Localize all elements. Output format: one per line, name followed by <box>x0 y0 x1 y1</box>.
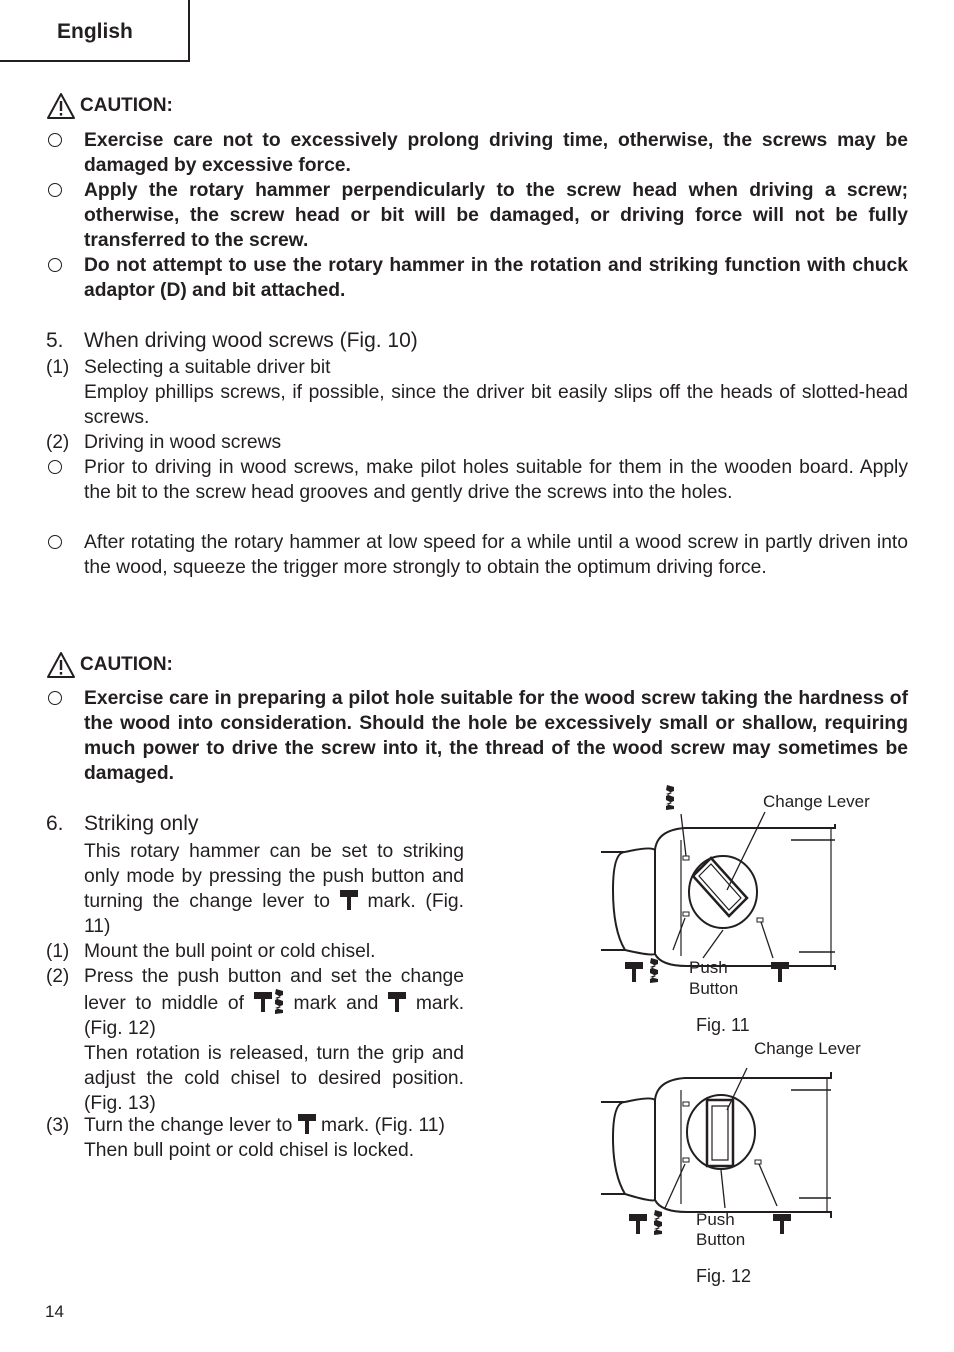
drill-mark-icon <box>272 989 284 1014</box>
caution2-text: Exercise care in preparing a pilot hole suitable for the wood screw taking the hardness of the wood into consideration. Should the hole be excessively small or shallow, requiring much power to drive the screw into it, the thread of the wood screw may sometimes be damaged. <box>84 688 908 784</box>
fig11-push-label-1: Push <box>689 958 728 977</box>
circle-bullet-icon <box>46 178 84 253</box>
step-text: Turn the change lever to mark. (Fig. 11) Then bull point or cold chisel is locked. <box>84 1115 445 1161</box>
drill-mark-icon <box>654 1210 662 1235</box>
hammer-mark-icon <box>298 1114 316 1134</box>
section5-heading <box>46 327 908 355</box>
caution1-text: Do not attempt to use the rotary hammer in the rotation and striking function with chuck adaptor (D) and bit attached. <box>84 255 908 301</box>
section-title: When driving wood screws (Fig. 10) <box>84 329 418 352</box>
section6-heading <box>46 810 464 838</box>
section5-sub1 <box>46 355 908 430</box>
fig12-change-lever-label: Change Lever <box>754 1039 861 1058</box>
hammer-mark-icon <box>625 962 643 982</box>
caution-label: CAUTION: <box>80 95 173 116</box>
caution1-item <box>46 178 908 253</box>
circle-bullet-icon <box>46 253 84 303</box>
hammer-mark-icon <box>629 1214 647 1234</box>
sub-title: Driving in wood screws <box>84 432 282 453</box>
sub-text: Employ phillips screws, if possible, since the driver bit easily slips off the heads of slotted-head screws. <box>84 382 908 428</box>
hammer-mark-icon <box>340 890 358 910</box>
step-text: Press the push button and set the change lever to middle of mark and mark. (Fig. 12) Then rotation is released, turn the grip and adjust the cold chisel to desired position. (Fig. 13) <box>84 966 465 1114</box>
circle-bullet-icon <box>46 128 84 178</box>
step-number: (3) <box>46 1115 70 1136</box>
language-label: English <box>57 20 133 43</box>
caution-heading-2 <box>46 651 173 679</box>
bullet-text: After rotating the rotary hammer at low speed for a while until a wood screw in partly driven into the wood, squeeze the trigger more strongly to obtain the optimum driving force. <box>84 532 908 578</box>
sub-title: Selecting a suitable driver bit <box>84 357 331 378</box>
section6-step3 <box>46 1113 464 1163</box>
section5-bullet <box>46 530 908 580</box>
caution-label: CAUTION: <box>80 654 173 675</box>
circle-bullet-icon <box>46 530 84 580</box>
warning-triangle-icon <box>46 651 76 679</box>
caution1-item <box>46 128 908 178</box>
hammer-mark-icon <box>773 1214 791 1234</box>
page-number: 14 <box>45 1302 64 1321</box>
caution1-text: Apply the rotary hammer perpendicularly to the screw head when driving a screw; otherwise, the screw head or bit will be damaged, or driving force will not be fully transferred to the screw. <box>84 180 908 251</box>
caution1-text: Exercise care not to excessively prolong driving time, otherwise, the screws may be damaged by excessive force. <box>84 130 908 176</box>
sub-body <box>84 355 908 430</box>
bullet-text: Prior to driving in wood screws, make pilot holes suitable for them in the wooden board. Apply the bit to the screw head grooves and gently drive the screws into the holes. <box>84 457 908 503</box>
section5-sub2 <box>46 430 908 455</box>
circle-bullet-icon <box>46 455 84 505</box>
fig11-change-lever-label: Change Lever <box>763 792 870 811</box>
caution2-item <box>46 686 908 786</box>
fig11-push-label-2: Button <box>689 979 739 998</box>
warning-triangle-icon <box>46 92 76 120</box>
sub-number: (2) <box>46 432 70 453</box>
section-number: 5. <box>46 329 64 352</box>
section6-step2 <box>46 964 464 1116</box>
step-text: Mount the bull point or cold chisel. <box>84 941 376 962</box>
drill-mark-icon <box>650 958 658 983</box>
drill-mark-icon <box>666 785 674 810</box>
fig11-caption: Fig. 11 <box>696 1015 750 1035</box>
hammer-mark-icon <box>771 962 789 982</box>
section-number: 6. <box>46 812 64 835</box>
section6-intro <box>46 839 464 939</box>
fig12-push-label-2: Button <box>696 1230 746 1249</box>
section5-bullet <box>46 455 908 505</box>
circle-bullet-icon <box>46 686 84 786</box>
hammer-mark-icon <box>388 992 406 1012</box>
section-title: Striking only <box>84 812 199 835</box>
hammer-mark-icon <box>254 992 272 1012</box>
caution1-item <box>46 253 908 303</box>
intro-text: This rotary hammer can be set to striking only mode by pressing the push button and turning the change lever to mark. (Fig. 11) <box>84 841 464 937</box>
step-number: (2) <box>46 966 70 987</box>
sub-number: (1) <box>46 357 70 378</box>
step-number: (1) <box>46 941 70 962</box>
language-tab <box>0 0 190 62</box>
section6-step1 <box>46 939 464 964</box>
fig12-caption: Fig. 12 <box>696 1266 752 1286</box>
fig12-push-label-1: Push <box>696 1210 735 1229</box>
caution-heading-1 <box>46 92 173 120</box>
